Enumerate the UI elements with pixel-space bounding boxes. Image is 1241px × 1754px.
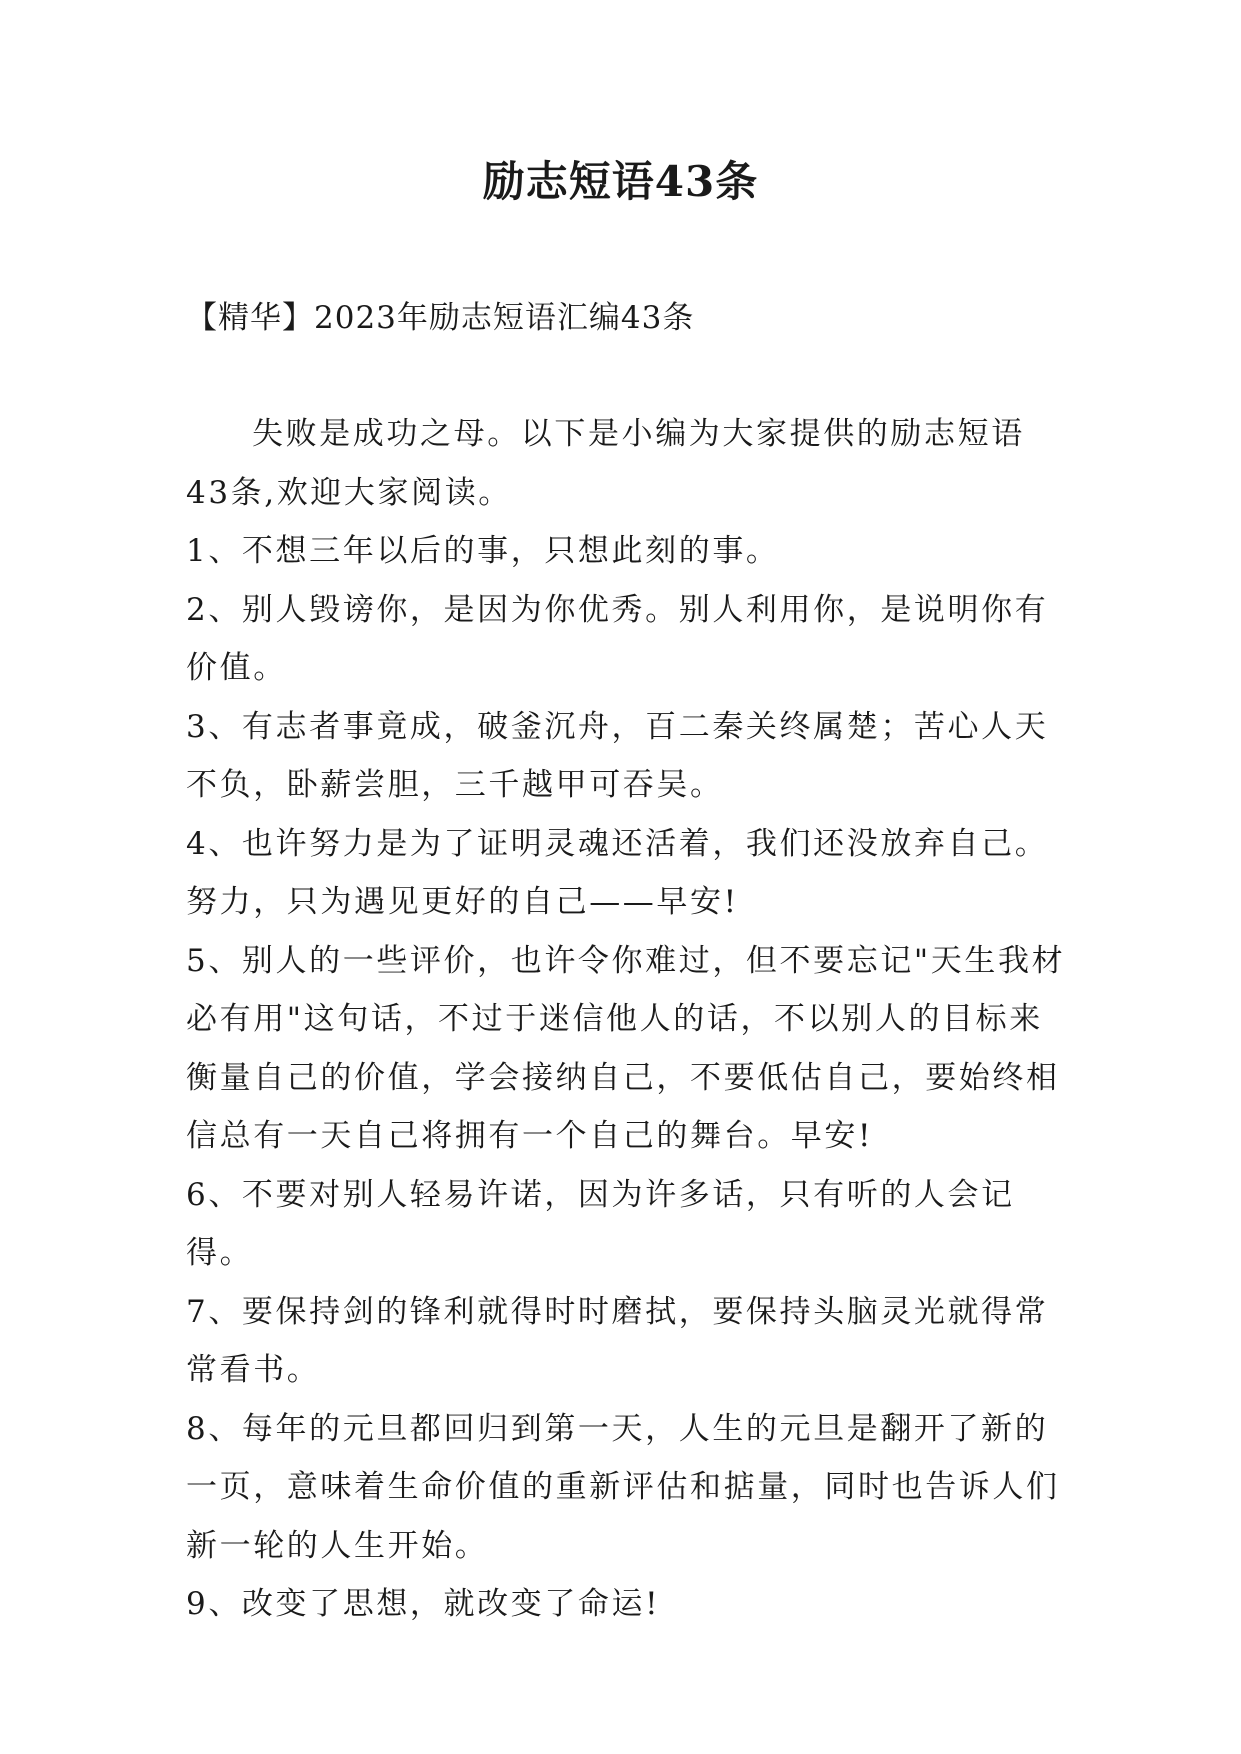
list-item: 9、改变了思想，就改变了命运! xyxy=(186,1586,661,1622)
list-item: 4、也许努力是为了证明灵魂还活着，我们还没放弃自己。努力，只为遇见更好的自己——早安! xyxy=(186,825,1049,920)
list-item: 6、不要对别人轻易许诺，因为许多话，只有听的人会记得。 xyxy=(186,1176,1015,1271)
list-item: 7、要保持剑的锋利就得时时磨拭，要保持头脑灵光就得常常看书。 xyxy=(186,1293,1049,1388)
document-title: 励志短语43条 xyxy=(482,157,759,206)
list-item: 5、别人的一些评价，也许令你难过，但不要忘记"天生我材必有用"这句话，不过于迷信他人的话，不以别人的目标来衡量自己的价值，学会接纳自己，不要低估自己，要始终相信总有一天自己将拥有一个自己的舞台。早安! xyxy=(186,942,1066,1154)
document-body xyxy=(186,405,1066,1634)
list-item: 2、别人毁谤你，是因为你优秀。别人利用你，是说明你有价值。 xyxy=(186,591,1049,686)
list-item: 8、每年的元旦都回归到第一天，人生的元旦是翻开了新的一页，意味着生命价值的重新评估和掂量，同时也告诉人们新一轮的人生开始。 xyxy=(186,1410,1060,1564)
list-item: 3、有志者事竟成，破釜沉舟，百二秦关终属楚；苦心人天不负，卧薪尝胆，三千越甲可吞吴。 xyxy=(186,708,1049,803)
list-item: 1、不想三年以后的事，只想此刻的事。 xyxy=(186,533,780,569)
intro-paragraph: 失败是成功之母。以下是小编为大家提供的励志短语43条,欢迎大家阅读。 xyxy=(186,416,1025,511)
document-subtitle: 【精华】2023年励志短语汇编43条 xyxy=(186,300,695,336)
